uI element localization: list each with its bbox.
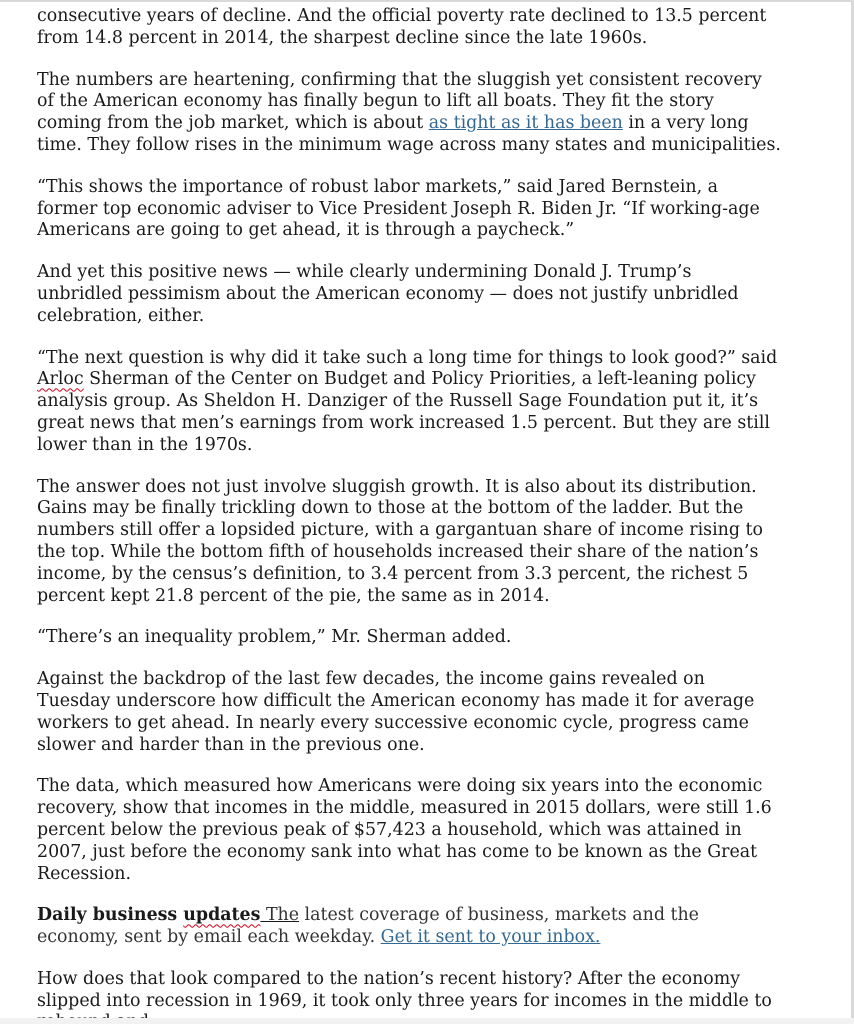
paragraph-sherman-quote [37,348,782,457]
paragraph-text: “The next question is why did it take such a long time for things to look good?” said [37,347,778,368]
promo-title: Daily business [37,905,184,926]
tight-labor-market-link[interactable]: as tight as it has been [428,113,623,134]
article-body [37,6,782,1024]
promo-description: latest coverage of business, markets and the economy, sent by email each weekday. [37,905,699,948]
paragraph-distribution: The answer does not just involve sluggish growth. It is also about its distribution. Gains may be finally trickling down to those at the bottom of the ladder. But the numbers still offer a lopsided picture, with a gargantuan share of income rising to the top. While the bottom fifth of households increased their share of the nation’s income, by the census’s definition, to 3.4 percent from 3.3 percent, the richest 5 percent kept 21.8 percent of the pie, the same as in 2014. [37,476,763,606]
newsletter-promo [37,905,782,949]
paragraph-text: The numbers are heartening, confirming that the sluggish yet consistent recovery of the American economy has finally begun to lift all boats. They fit the story coming from the job market, which is about [37,69,762,134]
paragraph-poverty-rate: consecutive years of decline. And the official poverty rate declined to 13.5 percent from 14.8 percent in 2014, the sharpest decline since the late 1960s. [37,6,767,48]
paragraph-bernstein-quote: “This shows the importance of robust labor markets,” said Jared Bernstein, a former top economic adviser to Vice President Joseph R. Biden Jr. “If working-age Americans are going to get ahead, it is through a paycheck.” [37,176,760,241]
paragraph-text: Sherman of the Center on Budget and Policy Priorities, a left-leaning policy analysis group. As Sheldon H. Danziger of the Russell Sage Foundation put it, it’s great news that men’s earnings from work increased 1.5 percent. But they are still lower than in the 1970s. [37,369,770,455]
paragraph-inequality-quote: “There’s an inequality problem,” Mr. Sherman added. [37,627,512,648]
top-border [0,0,854,2]
paragraph-text: in a very long time. They follow rises in the minimum wage across many states and municipalities. [37,113,781,155]
promo-title-spellcheck-word[interactable]: updates [183,905,261,926]
spellcheck-word-arloc[interactable]: Arloc [37,369,84,390]
newsletter-signup-link[interactable]: Get it sent to your inbox. [380,927,601,948]
bottom-edge [0,1018,854,1024]
paragraph-positive-news: And yet this positive news — while clearly undermining Donald J. Trump’s unbridled pessimism about the American economy — does not justify unbridled celebration, either. [37,262,739,326]
paragraph-recent-history: How does that look compared to the nation’s recent history? After the economy slipped into recession in 1969, it took only three years for incomes in the middle to [37,968,772,1011]
paragraph-backdrop: Against the backdrop of the last few decades, the income gains revealed on Tuesday underscore how difficult the American economy has made it for average workers to get ahead. In nearly every successive economic cycle, progress came slower and harder than in the previous one. [37,669,755,755]
paragraph-data-measured: The data, which measured how Americans were doing six years into the economic recovery, show that incomes in the middle, measured in 2015 dollars, were still 1.6 percent below the previous peak of $57,423 a household, which was attained in 2007, just before the economy sank into what has come to be known as the Great Recession. [37,776,772,884]
paragraph-numbers-heartening [37,70,782,157]
promo-desc-start: The [265,905,300,926]
